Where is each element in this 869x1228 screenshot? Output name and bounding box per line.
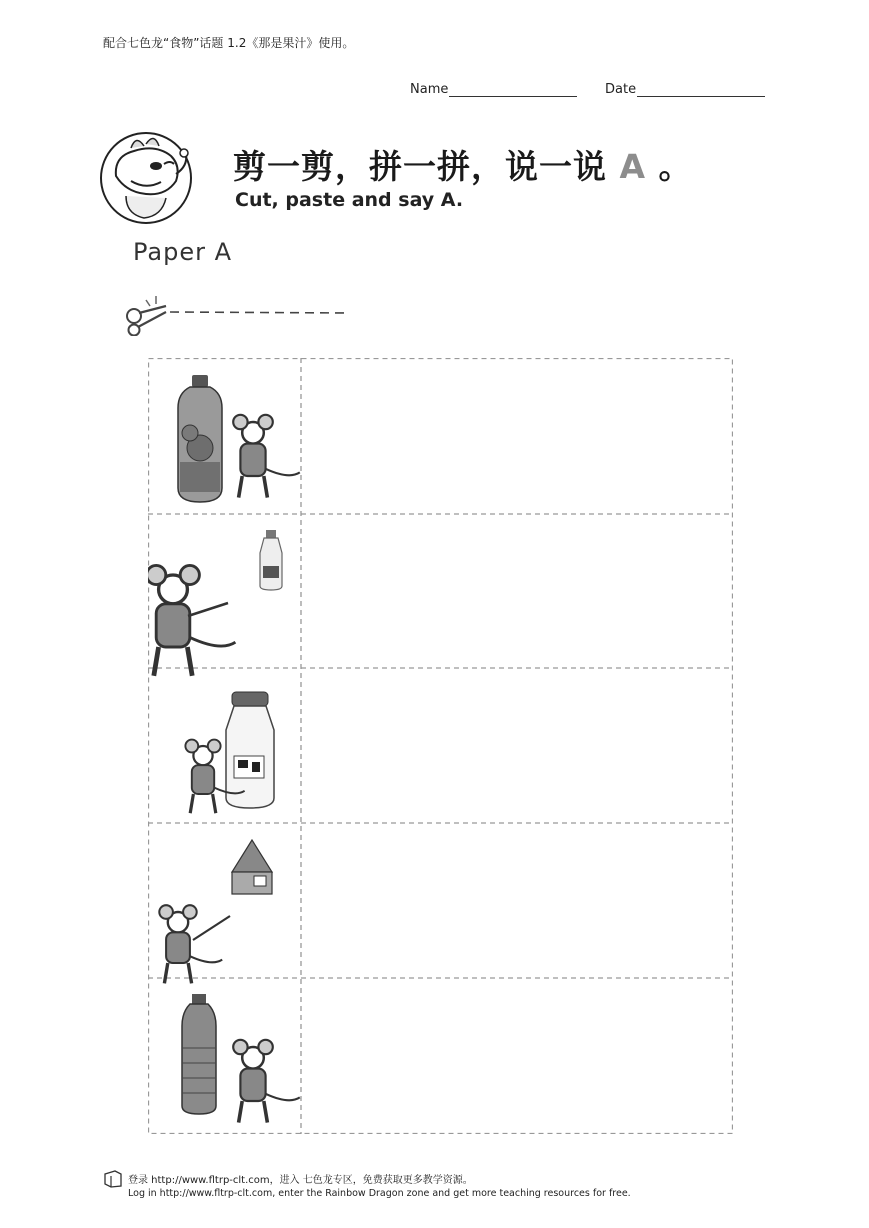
paper-label: Paper A — [133, 238, 233, 266]
date-line[interactable] — [637, 82, 765, 97]
mouse-icon — [233, 415, 300, 498]
dragon-mascot-icon — [96, 126, 196, 226]
book-icon — [103, 1170, 123, 1188]
title-chinese-letter: A — [619, 147, 647, 186]
title-english: Cut, paste and say A. — [235, 189, 464, 211]
small-milk-bottle-icon — [260, 530, 282, 590]
milk-carton-icon — [232, 840, 272, 894]
pointing-mouse-icon — [148, 565, 235, 675]
mouse-icon — [233, 1040, 300, 1123]
footer-line-english: Log in http://www.fltrp-clt.com, enter the Rainbow Dragon zone and get more teaching resources for free. — [128, 1188, 631, 1199]
cutout-grid — [148, 358, 733, 1134]
name-label: Name — [410, 82, 449, 97]
name-field — [410, 82, 577, 97]
footer-line-chinese: 登录 http://www.fltrp-clt.com，进入 七色龙专区，免费获取更多教学资源。 — [128, 1175, 473, 1186]
large-milk-bottle-icon — [226, 692, 274, 808]
title-chinese — [233, 141, 693, 188]
name-line[interactable] — [449, 82, 577, 97]
pointing-arm-icon — [188, 603, 228, 616]
date-field — [605, 82, 765, 97]
header-note: 配合七色龙“食物”话题 1.2《那是果汁》使用。 — [103, 36, 355, 50]
pointing-mouse-icon — [159, 905, 222, 983]
title-chinese-main: 剪一剪，拼一拼，说一说 — [233, 147, 607, 186]
water-bottle-icon — [182, 994, 216, 1114]
juice-bottle-icon — [178, 375, 222, 502]
title-chinese-end: 。 — [658, 147, 693, 186]
pointing-arm-icon — [193, 916, 230, 940]
date-label: Date — [605, 82, 637, 97]
scissors-icon — [118, 292, 358, 336]
